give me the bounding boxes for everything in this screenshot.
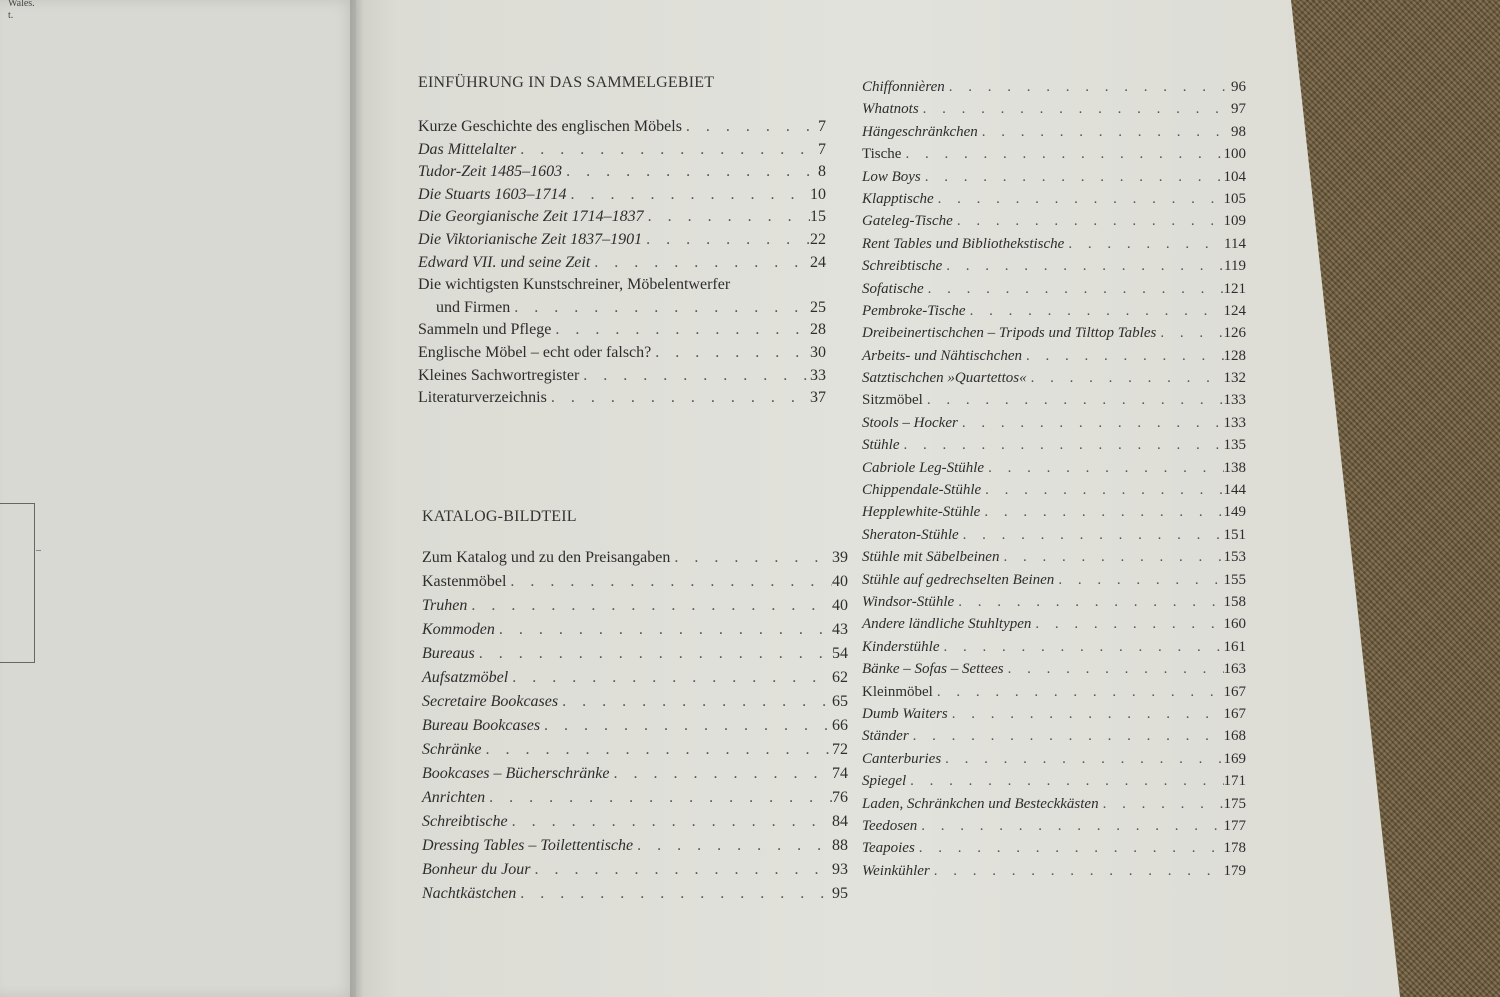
entry-title: Dressing Tables – Toilettentische xyxy=(422,837,634,854)
entry-title: Andere ländliche Stuhltypen xyxy=(862,616,1032,633)
toc-entry xyxy=(862,658,1246,680)
leader-dots xyxy=(1156,322,1223,344)
left-page-corner-text xyxy=(8,0,35,22)
entry-title: Dumb Waiters xyxy=(862,705,948,722)
entry-page: 133 xyxy=(1223,392,1246,409)
leader-dots xyxy=(958,412,1224,434)
entry-page: 96 xyxy=(1231,79,1246,95)
entry-page: 124 xyxy=(1223,302,1246,319)
entry-page: 74 xyxy=(832,765,848,782)
entry-page: 28 xyxy=(810,321,826,339)
leader-dots xyxy=(933,681,1224,703)
entry-title: Kleines Sachwortregister xyxy=(418,366,580,384)
entry-title: Windsor-Stühle xyxy=(862,593,955,610)
entry-title: Sitzmöbel xyxy=(862,392,923,409)
entry-title: Stühle xyxy=(862,437,900,454)
entry-title: Die Georgianische Zeit 1714–1837 xyxy=(418,208,644,226)
leader-dots xyxy=(1064,233,1224,255)
leader-dots xyxy=(508,810,832,834)
entry-title: Sheraton-Stühle xyxy=(862,526,959,543)
entry-page: 151 xyxy=(1223,526,1246,543)
entry-page: 40 xyxy=(832,573,848,590)
entry-title: Chippendale-Stühle xyxy=(862,482,982,499)
leader-dots xyxy=(941,748,1223,770)
entry-title: Tudor-Zeit 1485–1603 xyxy=(418,163,563,181)
leader-dots xyxy=(901,143,1223,165)
leader-dots xyxy=(953,210,1224,232)
entry-title: Kastenmöbel xyxy=(422,573,507,590)
toc-entry xyxy=(862,770,1246,792)
leader-dots xyxy=(530,858,832,882)
leader-dots xyxy=(1099,793,1224,815)
entry-page: 98 xyxy=(1231,123,1246,140)
toc-entry xyxy=(422,546,848,570)
entry-page: 126 xyxy=(1223,325,1246,342)
leader-dots xyxy=(1054,569,1223,591)
entry-page: 155 xyxy=(1223,571,1246,588)
leader-dots xyxy=(642,229,810,252)
leader-dots xyxy=(940,636,1224,658)
leader-dots xyxy=(921,166,1224,188)
entry-title: Stühle mit Säbelbeinen xyxy=(862,549,1000,566)
toc-entry xyxy=(418,387,826,410)
entry-title: Chiffonnièren xyxy=(862,79,945,95)
entry-title: Literaturverzeichnis xyxy=(418,389,547,407)
entry-title: Teapoies xyxy=(862,840,915,857)
toc-entry xyxy=(422,738,848,762)
leader-dots xyxy=(467,594,832,618)
entry-title: Tische xyxy=(862,146,902,163)
entry-title: Ständer xyxy=(862,728,909,745)
entry-page: 167 xyxy=(1223,683,1246,700)
entry-title: Gateleg-Tische xyxy=(862,213,953,230)
toc-entry xyxy=(422,618,848,642)
leader-dots xyxy=(966,300,1224,322)
leader-dots xyxy=(558,690,832,714)
entry-page: 76 xyxy=(832,789,848,806)
entry-page: 84 xyxy=(832,813,848,830)
leader-dots xyxy=(482,738,832,762)
leader-dots xyxy=(510,297,810,320)
entry-title: Die wichtigsten Kunstschreiner, Möbelentwerfer xyxy=(418,276,731,294)
entry-page: 40 xyxy=(832,597,848,614)
leader-dots xyxy=(485,786,832,810)
leader-dots xyxy=(540,714,832,738)
toc-entry xyxy=(862,322,1246,344)
entry-title: Bureau Bookcases xyxy=(422,717,541,734)
entry-title: Spiegel xyxy=(862,773,907,790)
entry-page: 179 xyxy=(1223,862,1246,879)
entry-title: Canterburies xyxy=(862,750,942,767)
leader-dots xyxy=(923,389,1224,411)
section-heading-catalog: KATALOG-BILDTEIL xyxy=(422,508,577,525)
leader-dots xyxy=(610,762,833,786)
entry-title: Cabriole Leg-Stühle xyxy=(862,459,985,476)
entry-title: Englische Möbel – echt oder falsch? xyxy=(418,343,652,361)
entry-title: Arbeits- und Nähtischchen xyxy=(862,347,1022,364)
entry-page: 33 xyxy=(810,366,826,384)
toc-entry xyxy=(418,342,826,365)
leader-dots xyxy=(917,815,1223,837)
leader-dots xyxy=(906,770,1223,792)
entry-page: 25 xyxy=(810,298,826,316)
entry-page: 43 xyxy=(832,621,848,638)
entry-title-continuation: und Firmen xyxy=(436,298,511,316)
entry-title: Hepplewhite-Stühle xyxy=(862,504,981,521)
toc-entry xyxy=(422,882,848,906)
toc-entry xyxy=(422,690,848,714)
entry-page: 105 xyxy=(1223,190,1246,207)
leader-dots xyxy=(651,342,810,365)
entry-page: 138 xyxy=(1223,459,1246,476)
corner-line-1: Wales. xyxy=(8,0,35,9)
leader-dots xyxy=(506,570,832,594)
entry-page: 8 xyxy=(818,163,826,181)
entry-page: 37 xyxy=(810,389,826,407)
toc-entry xyxy=(422,858,848,882)
toc-entry xyxy=(862,613,1246,635)
leader-dots xyxy=(547,387,810,410)
entry-title: Kommoden xyxy=(422,621,495,638)
toc-entry xyxy=(862,457,1246,479)
toc-entry xyxy=(862,501,1246,523)
book-gutter xyxy=(350,0,364,997)
toc-entry xyxy=(422,714,848,738)
left-page-side-mark: – xyxy=(36,545,41,556)
corner-line-2: t. xyxy=(8,10,14,21)
entry-page: 72 xyxy=(832,741,848,758)
leader-dots xyxy=(579,365,810,388)
toc-entry xyxy=(422,834,848,858)
toc-entry xyxy=(862,76,1246,98)
entry-page: 167 xyxy=(1223,705,1246,722)
toc-entry xyxy=(862,725,1246,747)
entry-title: Kurze Geschichte des englischen Möbels xyxy=(418,118,682,135)
toc-entry xyxy=(862,524,1246,546)
toc-entry xyxy=(862,412,1246,434)
toc-entry xyxy=(418,116,826,139)
entry-page: 7 xyxy=(818,118,826,135)
entry-page: 177 xyxy=(1223,817,1246,834)
toc-entry xyxy=(418,206,826,229)
leader-dots xyxy=(562,161,818,184)
entry-page: 149 xyxy=(1223,504,1246,521)
leader-dots xyxy=(934,188,1224,210)
toc-entry xyxy=(418,274,826,297)
entry-page: 39 xyxy=(832,549,848,566)
entry-title: Die Viktorianische Zeit 1837–1901 xyxy=(418,230,643,248)
toc-entry xyxy=(862,837,1246,859)
leader-dots xyxy=(915,837,1224,859)
entry-page: 88 xyxy=(832,837,848,854)
leader-dots xyxy=(954,591,1223,613)
entry-title: Stools – Hocker xyxy=(862,414,958,431)
entry-title: Zum Katalog und zu den Preisangaben xyxy=(422,549,671,566)
toc-entry xyxy=(862,345,1246,367)
toc-section-continued xyxy=(862,76,1246,882)
leader-dots xyxy=(670,546,832,570)
entry-title: Laden, Schränkchen und Besteckkästen xyxy=(862,795,1099,812)
entry-title: Satztischchen »Quartettos« xyxy=(862,370,1027,387)
leader-dots xyxy=(1027,367,1224,389)
leader-dots xyxy=(909,725,1224,747)
leader-dots xyxy=(633,834,832,858)
entry-page: 65 xyxy=(832,693,848,710)
leader-dots xyxy=(1022,345,1224,367)
entry-title: Stühle auf gedrechselten Beinen xyxy=(862,571,1055,588)
entry-page: 10 xyxy=(810,185,826,203)
entry-page: 128 xyxy=(1223,347,1246,364)
entry-page: 22 xyxy=(810,230,826,248)
entry-page: 161 xyxy=(1223,638,1246,655)
entry-title: Sofatische xyxy=(862,280,924,297)
entry-page: 163 xyxy=(1223,661,1246,678)
leader-dots xyxy=(945,76,1231,98)
toc-entry xyxy=(422,642,848,666)
leader-dots xyxy=(942,255,1224,277)
entry-page: 15 xyxy=(810,208,826,226)
entry-title: Schränke xyxy=(422,741,482,758)
toc-entry xyxy=(862,98,1246,120)
leader-dots xyxy=(999,546,1223,568)
toc-entry xyxy=(422,570,848,594)
entry-page: 132 xyxy=(1223,370,1246,387)
entry-page: 175 xyxy=(1223,795,1246,812)
toc-section-catalog xyxy=(422,508,848,906)
entry-title: Teedosen xyxy=(862,817,918,834)
leader-dots xyxy=(516,882,832,906)
entry-title: Low Boys xyxy=(862,168,921,185)
entry-title: Pembroke-Tische xyxy=(862,302,966,319)
entry-title: Bureaus xyxy=(422,645,475,662)
entry-title: Truhen xyxy=(422,597,468,614)
toc-entry xyxy=(418,319,826,342)
leader-dots xyxy=(981,479,1223,501)
toc-entry xyxy=(862,210,1246,232)
entry-page: 119 xyxy=(1224,258,1246,275)
entry-title: Aufsatzmöbel xyxy=(422,669,509,686)
entry-page: 178 xyxy=(1223,840,1246,857)
entry-page: 93 xyxy=(832,861,848,878)
toc-entry xyxy=(418,161,826,184)
entry-title: Schreibtische xyxy=(862,258,943,275)
toc-section-intro xyxy=(418,74,826,410)
leader-dots xyxy=(495,618,832,642)
toc-entry xyxy=(862,166,1246,188)
entry-page: 135 xyxy=(1223,437,1246,454)
entry-title: Whatnots xyxy=(862,101,919,118)
entry-page: 171 xyxy=(1223,773,1246,790)
toc-entry xyxy=(862,748,1246,770)
entry-title: Hängeschränkchen xyxy=(862,123,978,140)
toc-entry xyxy=(862,636,1246,658)
toc-entry xyxy=(862,367,1246,389)
entry-title: Nachtkästchen xyxy=(422,885,517,902)
leader-dots xyxy=(644,206,810,229)
left-page-frame xyxy=(0,503,35,663)
entry-title: Sammeln und Pflege xyxy=(418,321,552,339)
toc-entry xyxy=(862,479,1246,501)
entry-page: 121 xyxy=(1223,280,1246,297)
leader-dots xyxy=(1004,658,1224,680)
entry-page: 153 xyxy=(1223,549,1246,566)
toc-entry xyxy=(418,365,826,388)
entry-title: Kleinmöbel xyxy=(862,683,933,700)
entry-page: 97 xyxy=(1231,101,1246,118)
entry-page: 54 xyxy=(832,645,848,662)
toc-entry xyxy=(862,188,1246,210)
leader-dots xyxy=(566,184,810,207)
entry-page: 133 xyxy=(1223,414,1246,431)
leader-dots xyxy=(980,501,1223,523)
entry-page: 100 xyxy=(1223,146,1246,163)
entry-page: 66 xyxy=(832,717,848,734)
leader-dots xyxy=(475,642,832,666)
entry-title: Kinderstühle xyxy=(862,638,940,655)
entry-page: 168 xyxy=(1223,728,1246,745)
toc-entry xyxy=(862,681,1246,703)
leader-dots xyxy=(919,98,1231,120)
toc-entry xyxy=(418,184,826,207)
leader-dots xyxy=(516,139,818,162)
toc-entry xyxy=(862,389,1246,411)
toc-entry xyxy=(862,546,1246,568)
toc-entry xyxy=(418,139,826,162)
toc-entry xyxy=(862,703,1246,725)
entry-title: Bonheur du Jour xyxy=(422,861,531,878)
toc-entry-continuation xyxy=(418,297,826,320)
left-page xyxy=(0,0,356,997)
entry-title: Anrichten xyxy=(422,789,486,806)
entry-title: Das Mittelalter xyxy=(418,140,517,158)
entry-page: 160 xyxy=(1223,616,1246,633)
toc-entry xyxy=(418,229,826,252)
leader-dots xyxy=(682,116,818,139)
toc-entry xyxy=(862,143,1246,165)
toc-entry xyxy=(862,255,1246,277)
toc-entry xyxy=(862,591,1246,613)
entry-page: 95 xyxy=(832,885,848,902)
toc-entry xyxy=(862,278,1246,300)
toc-entry xyxy=(418,252,826,275)
toc-entry xyxy=(862,233,1246,255)
toc-entry xyxy=(422,810,848,834)
entry-page: 104 xyxy=(1223,168,1246,185)
entry-title: Die Stuarts 1603–1714 xyxy=(418,185,567,203)
toc-entry xyxy=(862,434,1246,456)
entry-page: 30 xyxy=(810,343,826,361)
toc-entry xyxy=(862,793,1246,815)
entry-page: 144 xyxy=(1223,482,1246,499)
toc-entry xyxy=(862,569,1246,591)
entry-title: Rent Tables und Bibliothekstische xyxy=(862,235,1065,252)
leader-dots xyxy=(984,457,1223,479)
entry-title: Schreibtische xyxy=(422,813,508,830)
entry-title: Bänke – Sofas – Settees xyxy=(862,661,1004,678)
entry-title: Bookcases – Bücherschränke xyxy=(422,765,610,782)
entry-title: Weinkühler xyxy=(862,862,930,879)
toc-entry xyxy=(422,762,848,786)
toc-entry xyxy=(862,860,1246,882)
leader-dots xyxy=(1031,613,1223,635)
entry-page: 169 xyxy=(1223,750,1246,767)
leader-dots xyxy=(590,252,810,275)
toc-entry xyxy=(422,666,848,690)
entry-title: Klapptische xyxy=(862,190,934,207)
leader-dots xyxy=(924,278,1224,300)
leader-dots xyxy=(930,860,1224,882)
leader-dots xyxy=(900,434,1224,456)
entry-page: 7 xyxy=(818,140,826,158)
entry-title: Secretaire Bookcases xyxy=(422,693,559,710)
leader-dots xyxy=(551,319,810,342)
entry-title: Dreibeinertischchen – Tripods und Tilttop Tables xyxy=(862,325,1157,342)
toc-entry xyxy=(862,815,1246,837)
toc-entry xyxy=(862,300,1246,322)
entry-page: 158 xyxy=(1223,593,1246,610)
leader-dots xyxy=(508,666,832,690)
entry-page: 24 xyxy=(810,253,826,271)
leader-dots xyxy=(978,121,1231,143)
entry-page: 62 xyxy=(832,669,848,686)
leader-dots xyxy=(959,524,1224,546)
leader-dots xyxy=(948,703,1224,725)
toc-entry xyxy=(422,594,848,618)
toc-entry xyxy=(862,121,1246,143)
entry-page: 109 xyxy=(1223,213,1246,230)
entry-title: Edward VII. und seine Zeit xyxy=(418,253,591,271)
entry-page: 114 xyxy=(1224,235,1246,252)
section-heading-intro: EINFÜHRUNG IN DAS SAMMELGEBIET xyxy=(418,74,715,91)
toc-entry xyxy=(422,786,848,810)
